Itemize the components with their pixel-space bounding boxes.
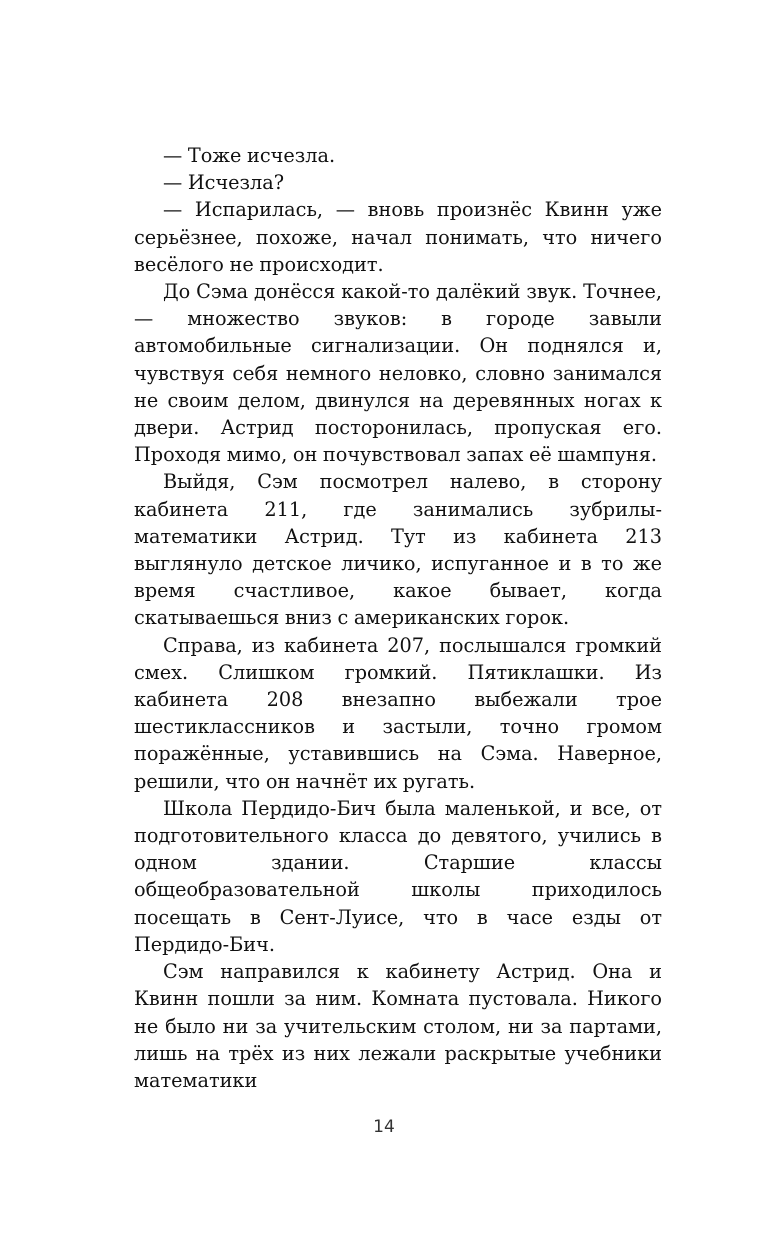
paragraph-school: Школа Пердидо-Бич была маленькой, и все, от подготовительного класса до девятого, учились в одном здании. Старшие классы общеобразовательной школы приходилось посещать в Сент-Луисе, что в часе езды от Пердидо-Бич.	[134, 796, 662, 956]
page-number: 14	[373, 1117, 395, 1137]
paragraph-corridor-right: Справа, из кабинета 207, послышался громкий смех. Слишком громкий. Пятиклашки. Из кабинета 208 внезапно выбежали трое шестиклассников и застыли, точно громом поражённые, уставившись на Сэма. Наверное, решили, что он начнёт их ругать.	[134, 633, 662, 793]
body-text	[134, 142, 662, 1094]
paragraph-sound: До Сэма донёсся какой-то далёкий звук. Точнее, — множество звуков: в городе завыли автомобильные сигнализации. Он поднялся и, чувствуя себя немного неловко, словно занимался не своим делом, двинулся на деревянных ногах к двери. Астрид посторонилась, пропуская его. Проходя мимо, он почувствовал запах её шампуня.	[134, 280, 662, 467]
paragraph-dialogue-1: — Тоже исчезла.	[163, 144, 336, 167]
paragraph-classroom: Сэм направился к кабинету Астрид. Она и Квинн пошли за ним. Комната пустовала. Никого не было ни за учительским столом, ни за партами, лишь на трёх из них лежали раскрытые учебники математики	[134, 960, 662, 1092]
paragraph-dialogue-3: — Испарилась, — вновь произнёс Квинн уже серьёзнее, похоже, начал понимать, что ничего весёлого не происходит.	[134, 198, 662, 276]
paragraph-dialogue-2: — Исчезла?	[163, 171, 285, 195]
paragraph-corridor-left: Выйдя, Сэм посмотрел налево, в сторону кабинета 211, где занимались зубрилы-математики Астрид. Тут из кабинета 213 выглянуло детское личико, испуганное и в то же время счастливое, какое бывает, когда скатываешься вниз с американских горок.	[134, 470, 662, 630]
